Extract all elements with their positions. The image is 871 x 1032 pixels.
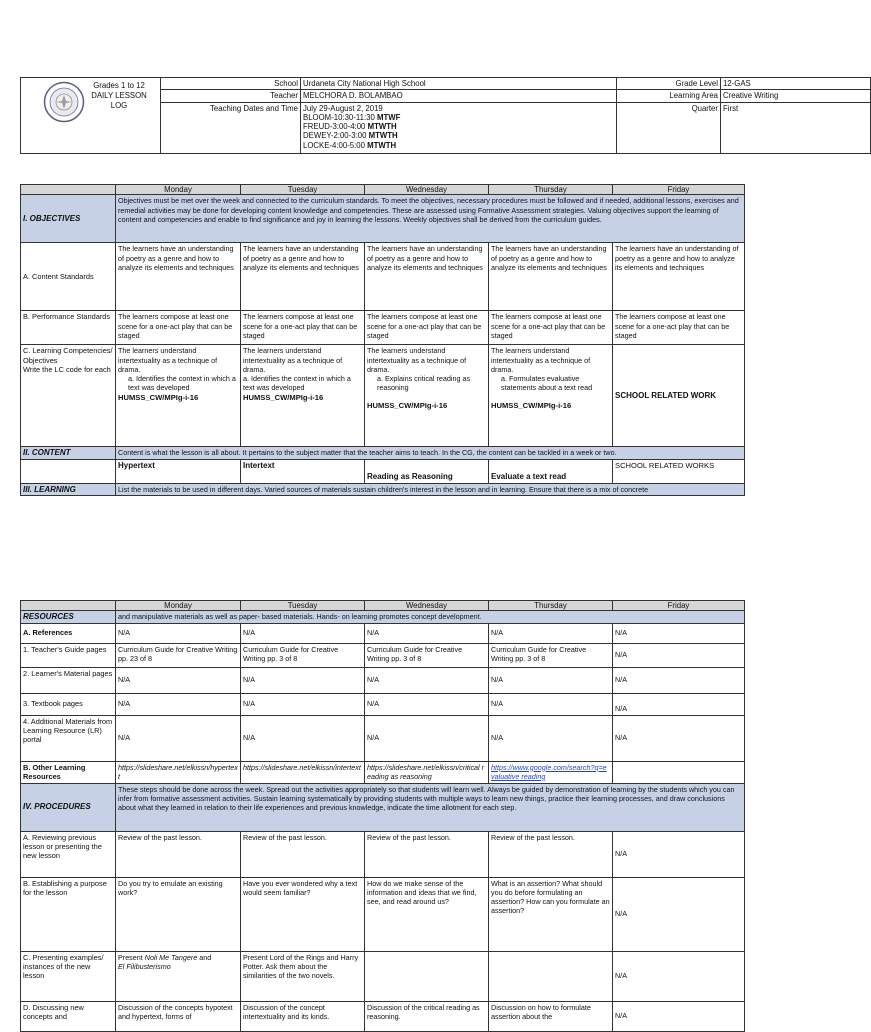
purpose-wed: How do we make sense of the information and ideas that we find, see, and read around us? <box>365 877 489 951</box>
school-label: School <box>161 78 301 90</box>
dll-title <box>81 81 157 111</box>
discussing-label: D. Discussing new concepts and <box>21 1001 116 1031</box>
competencies-mon: The learners understand intertextuality as a technique of drama. a. Identifies the context in which a text was developed HUMSS_CW/MPIg-i-16 <box>116 345 241 447</box>
competency-item: a. Explains critical reading as reasoning <box>377 374 471 393</box>
learners-material-thu: N/A <box>489 667 613 693</box>
review-mon: Review of the past lesson. <box>116 831 241 877</box>
purpose-tue: Have you ever wondered why a text would seem familiar? <box>241 877 365 951</box>
days-header-row <box>21 185 745 195</box>
learners-material-label: 2. Learner's Material pages <box>21 667 116 693</box>
content-standards-label: A. Content Standards <box>21 243 116 311</box>
purpose-fri: N/A <box>613 877 745 951</box>
teacher-value: MELCHORA D. BOLAMBAO <box>301 90 617 102</box>
performance-standards-tue: The learners compose at least one scene for a one-act play that can be staged <box>241 311 365 345</box>
procedures-label: IV. PROCEDURES <box>21 783 116 831</box>
additional-fri: N/A <box>613 715 745 761</box>
textbook-tue: N/A <box>241 693 365 715</box>
textbook-mon: N/A <box>116 693 241 715</box>
day-friday: Friday <box>613 185 745 195</box>
discussing-tue: Discussion of the concept intertextuality and its kinds. <box>241 1001 365 1031</box>
dll-title-line-1: Grades 1 to 12 <box>93 81 145 90</box>
textbook-thu: N/A <box>489 693 613 715</box>
grade-level-value: 12-GAS <box>721 78 871 90</box>
references-label: A. References <box>21 623 116 643</box>
competencies-sublabel: Write the LC code for each <box>23 364 111 374</box>
objectives-label: I. OBJECTIVES <box>21 195 116 243</box>
learners-material-tue: N/A <box>241 667 365 693</box>
content-standards-wed: The learners have an understanding of poetry as a genre and how to analyze its elements and techniques <box>365 243 489 311</box>
presenting-fri: N/A <box>613 951 745 1001</box>
days-header-row-2 <box>21 601 745 611</box>
presenting-thu <box>489 951 613 1001</box>
resource-link-wed[interactable]: https://slideshare.net/elkissn/critical reading as reasoning <box>365 761 489 783</box>
references-mon: N/A <box>116 623 241 643</box>
teachers-guide-mon: Curriculum Guide for Creative Writing pp. 23 of 8 <box>116 643 241 667</box>
teachers-guide-tue: Curriculum Guide for Creative Writing pp. 3 of 8 <box>241 643 365 667</box>
resource-link-thu[interactable]: https://www.google.com/search?q=evaluative reading <box>489 761 613 783</box>
presenting-mon: Present Noli Me Tangere and El Filibusterismo <box>116 951 241 1001</box>
lc-code: HUMSS_CW/MPIg-i-16 <box>118 392 199 402</box>
dll-title-line-2: DAILY LESSON <box>91 91 147 100</box>
reviewing-label: A. Reviewing previous lesson or presenting the new lesson <box>21 831 116 877</box>
grade-level-label: Grade Level <box>617 78 721 90</box>
competency-item: a. Formulates evaluative statements about a text read <box>501 374 593 393</box>
day-thursday: Thursday <box>489 601 613 611</box>
resource-link-fri <box>613 761 745 783</box>
textbook-fri: N/A <box>613 693 745 715</box>
dll-title-line-3: LOG <box>110 101 128 110</box>
additional-mon: N/A <box>116 715 241 761</box>
day-tuesday: Tuesday <box>241 601 365 611</box>
references-tue: N/A <box>241 623 365 643</box>
lc-code: HUMSS_CW/MPIg-i-16 <box>491 400 572 410</box>
content-wed: Reading as Reasoning <box>365 459 489 483</box>
competencies-thu: The learners understand intertextuality as a technique of drama. a. Formulates evaluative statements about a text read HUMSS_CW/MPIg-i-16 <box>489 345 613 447</box>
teachers-guide-wed: Curriculum Guide for Creative Writing pp. 3 of 8 <box>365 643 489 667</box>
teachers-guide-fri: N/A <box>613 643 745 667</box>
discussing-mon: Discussion of the concepts hypotext and hypertext, forms of <box>116 1001 241 1031</box>
date-range: July 29-August 2, 2019 <box>303 103 383 113</box>
objectives-note: Objectives must be met over the week and connected to the curriculum standards. To meet the objectives, necessary procedures must be followed and if needed, additional lessons, exercises and remedial activities may be done for developing content knowledge and competencies. These are assessed using Formative Assessment strategies. Valuing objectives support the learning of content and competencies and enable to find significance and joy in learning the lessons. Weekly objectives shall be derived from the curriculum guides. <box>116 195 745 243</box>
review-fri: N/A <box>613 831 745 877</box>
day-wednesday: Wednesday <box>365 601 489 611</box>
teachers-guide-label: 1. Teacher's Guide pages <box>21 643 116 667</box>
purpose-mon: Do you try to emulate an existing work? <box>116 877 241 951</box>
day-monday: Monday <box>116 185 241 195</box>
teacher-label: Teacher <box>161 90 301 102</box>
purpose-label: B. Establishing a purpose for the lesson <box>21 877 116 951</box>
competencies-wed: The learners understand intertextuality as a technique of drama. a. Explains critical reading as reasoning HUMSS_CW/MPIg-i-16 <box>365 345 489 447</box>
presenting-wed <box>365 951 489 1001</box>
content-standards-tue: The learners have an understanding of poetry as a genre and how to analyze its elements and techniques <box>241 243 365 311</box>
presenting-label: C. Presenting examples/ instances of the new lesson <box>21 951 116 1001</box>
quarter-label: Quarter <box>617 102 721 153</box>
lc-code: HUMSS_CW/MPIg-i-16 <box>367 400 448 410</box>
header-table <box>20 77 871 154</box>
content-standards-fri: The learners have an understanding of poetry as a genre and how to analyze its elements and techniques <box>613 243 745 311</box>
presenting-tue: Present Lord of the Rings and Harry Potter. Ask them about the similarities of the two novels. <box>241 951 365 1001</box>
learners-material-fri: N/A <box>613 667 745 693</box>
competencies-label <box>21 345 116 447</box>
deped-seal-icon <box>43 81 85 123</box>
resource-link-tue[interactable]: https://slideshare.net/elkissn/intertext <box>241 761 365 783</box>
schedule-row: DEWEY-2:00-3:00 MTWTH <box>303 131 398 141</box>
day-monday: Monday <box>116 601 241 611</box>
learning-area-label: Learning Area <box>617 90 721 102</box>
day-thursday: Thursday <box>489 185 613 195</box>
review-thu: Review of the past lesson. <box>489 831 613 877</box>
content-note: Content is what the lesson is all about. It pertains to the subject matter that the teacher aims to teach. In the CG, the content can be tackled in a week or two. <box>116 447 745 459</box>
review-wed: Review of the past lesson. <box>365 831 489 877</box>
content-thu: Evaluate a text read <box>489 459 613 483</box>
textbook-label: 3. Textbook pages <box>21 693 116 715</box>
learners-material-mon: N/A <box>116 667 241 693</box>
content-standards-mon: The learners have an understanding of poetry as a genre and how to analyze its elements and techniques <box>116 243 241 311</box>
schedule-row: BLOOM-10:30-11:30 MTWF <box>303 112 401 122</box>
teaching-dates-value <box>301 102 617 153</box>
purpose-thu: What is an assertion? What should you do before formulating an assertion? How can you formulate an assertion? <box>489 877 613 951</box>
discussing-wed: Discussion of the critical reading as reasoning. <box>365 1001 489 1031</box>
additional-tue: N/A <box>241 715 365 761</box>
teachers-guide-thu: Curriculum Guide for Creative Writing pp. 3 of 8 <box>489 643 613 667</box>
competency-item: a. Identifies the context in which a text was developed <box>128 374 236 393</box>
procedures-note: These steps should be done across the week. Spread out the activities appropriately so that students will learn well. Always be guided by demonstration of learning by the students which you can infer from formative assessment activities. Sustain learning systematically by providing students with multiple ways to learn new things, practice their learning processes, and draw conclusions about what they learned in relation to their life experiences and previous knowledge, indicate the time allotment for each step. <box>116 783 745 831</box>
discussing-fri: N/A <box>613 1001 745 1031</box>
content-blank <box>21 459 116 483</box>
content-standards-thu: The learners have an understanding of poetry as a genre and how to analyze its elements and techniques <box>489 243 613 311</box>
day-wednesday: Wednesday <box>365 185 489 195</box>
performance-standards-fri: The learners compose at least one scene for a one-act play that can be staged <box>613 311 745 345</box>
learners-material-wed: N/A <box>365 667 489 693</box>
day-tuesday: Tuesday <box>241 185 365 195</box>
learning-note: List the materials to be used in different days. Varied sources of materials sustain children's interest in the lesson and in learning. Ensure that there is a mix of concrete <box>116 483 745 495</box>
textbook-wed: N/A <box>365 693 489 715</box>
days-header-blank <box>21 601 116 611</box>
references-fri: N/A <box>613 623 745 643</box>
teaching-dates-label: Teaching Dates and Time <box>161 102 301 153</box>
lc-code: HUMSS_CW/MPIg-i-16 <box>243 392 324 402</box>
additional-materials-label: 4. Additional Materials from Learning Resource (LR) portal <box>21 715 116 761</box>
additional-wed: N/A <box>365 715 489 761</box>
resource-link-mon[interactable]: https://slideshare.net/elkissn/hypertext <box>116 761 241 783</box>
content-tue: Intertext <box>241 459 365 483</box>
performance-standards-thu: The learners compose at least one scene for a one-act play that can be staged <box>489 311 613 345</box>
school-value: Urdaneta City National High School <box>301 78 617 90</box>
competencies-fri: SCHOOL RELATED WORK <box>613 345 745 447</box>
content-mon: Hypertext <box>116 459 241 483</box>
additional-thu: N/A <box>489 715 613 761</box>
content-fri: SCHOOL RELATED WORKS <box>613 459 745 483</box>
learning-label: III. LEARNING <box>21 483 116 495</box>
day-friday: Friday <box>613 601 745 611</box>
review-tue: Review of the past lesson. <box>241 831 365 877</box>
lesson-table-page1 <box>20 184 745 496</box>
performance-standards-wed: The learners compose at least one scene for a one-act play that can be staged <box>365 311 489 345</box>
competency-item: a. Identifies the context in which a text was developed <box>243 374 351 393</box>
performance-standards-label: B. Performance Standards <box>21 311 116 345</box>
discussing-thu: Discussion on how to formulate assertion about the <box>489 1001 613 1031</box>
resources-label: RESOURCES <box>21 611 116 623</box>
references-wed: N/A <box>365 623 489 643</box>
content-label: II. CONTENT <box>21 447 116 459</box>
lesson-table-page2 <box>20 600 745 1032</box>
references-thu: N/A <box>489 623 613 643</box>
quarter-value: First <box>721 102 871 153</box>
days-header-blank <box>21 185 116 195</box>
schedule-row: FREUD-3:00-4:00 MTWTH <box>303 122 397 132</box>
resources-note: and manipulative materials as well as paper- based materials. Hands- on learning promotes concept development. <box>116 611 745 623</box>
learning-area-value: Creative Writing <box>721 90 871 102</box>
competencies-tue: The learners understand intertextuality as a technique of drama. a. Identifies the context in which a text was developed HUMSS_CW/MPIg-i-16 <box>241 345 365 447</box>
deped-header-cell <box>21 78 161 154</box>
other-resources-label: B. Other Learning Resources <box>21 761 116 783</box>
performance-standards-mon: The learners compose at least one scene for a one-act play that can be staged <box>116 311 241 345</box>
schedule-row: LOCKE-4:00-5:00 MTWTH <box>303 140 397 150</box>
competencies-title: C. Learning Competencies/ Objectives <box>23 346 113 365</box>
